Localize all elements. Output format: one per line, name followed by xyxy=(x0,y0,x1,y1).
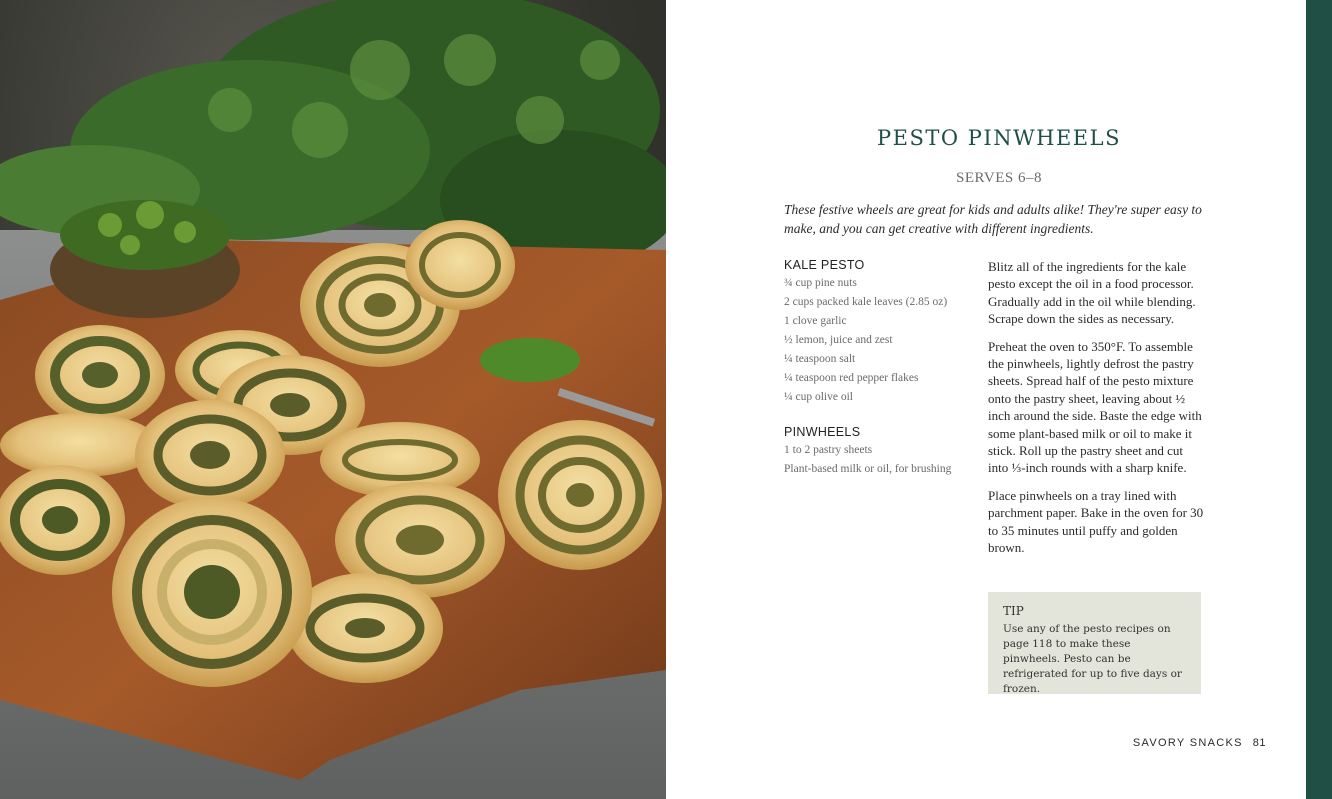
page-number: 81 xyxy=(1252,737,1266,749)
tip-heading: TIP xyxy=(1003,604,1024,618)
ingredient-item: Plant-based milk or oil, for brushing xyxy=(784,463,952,475)
ingredient-item: ¾ cup pine nuts xyxy=(784,277,857,289)
page-footer xyxy=(1133,737,1266,749)
pinwheels-list xyxy=(784,441,974,479)
recipe-intro: These festive wheels are great for kids and adults alike! They're super easy to make, and you can get creative with different ingredients. xyxy=(784,202,1202,236)
ingredient-item: ¼ teaspoon salt xyxy=(784,353,856,365)
method-step: Preheat the oven to 350°F. To assemble the pinwheels, lightly defrost the pastry sheets. Spread half of the pesto mixture onto the pastry sheet, leaving about ½ inch around the side. Baste the edge with some plant-based milk or oil to make it stick. Roll up the pastry sheet and cut into ⅓-inch rounds with a sharp knife. xyxy=(988,338,1202,476)
ingredient-item: 2 cups packed kale leaves (2.85 oz) xyxy=(784,296,948,308)
ingredient-item: ¼ teaspoon red pepper flakes xyxy=(784,372,919,384)
ingredient-item: 1 clove garlic xyxy=(784,315,847,327)
tip-box xyxy=(988,592,1201,694)
page-edge-accent xyxy=(1306,0,1332,799)
ingredient-item: 1 to 2 pastry sheets xyxy=(784,444,873,456)
kale-pesto-heading: KALE PESTO xyxy=(784,258,865,272)
pinwheels-heading: PINWHEELS xyxy=(784,425,861,439)
method-column xyxy=(988,258,1204,567)
ingredients-column xyxy=(784,258,974,497)
ingredient-item: ¼ cup olive oil xyxy=(784,391,853,403)
section-name: SAVORY SNACKS xyxy=(1132,737,1243,749)
tip-body: Use any of the pesto recipes on page 118 to make these pinwheels. Pesto can be refrigerated for up to five days or frozen. xyxy=(1003,623,1182,695)
ingredient-item: ½ lemon, juice and zest xyxy=(784,334,893,346)
method-step: Place pinwheels on a tray lined with parchment paper. Bake in the oven for 30 to 35 minutes until puffy and golden brown. xyxy=(988,487,1204,556)
recipe-title: PESTO PINWHEELS xyxy=(877,126,1121,150)
recipe-page xyxy=(666,0,1306,799)
serves-label: SERVES 6–8 xyxy=(956,170,1042,186)
method-step: Blitz all of the ingredients for the kale pesto except the oil in a food processor. Gradually add in the oil while blending. Scrape down the sides as necessary. xyxy=(988,259,1196,327)
kale-pesto-list xyxy=(784,274,974,407)
